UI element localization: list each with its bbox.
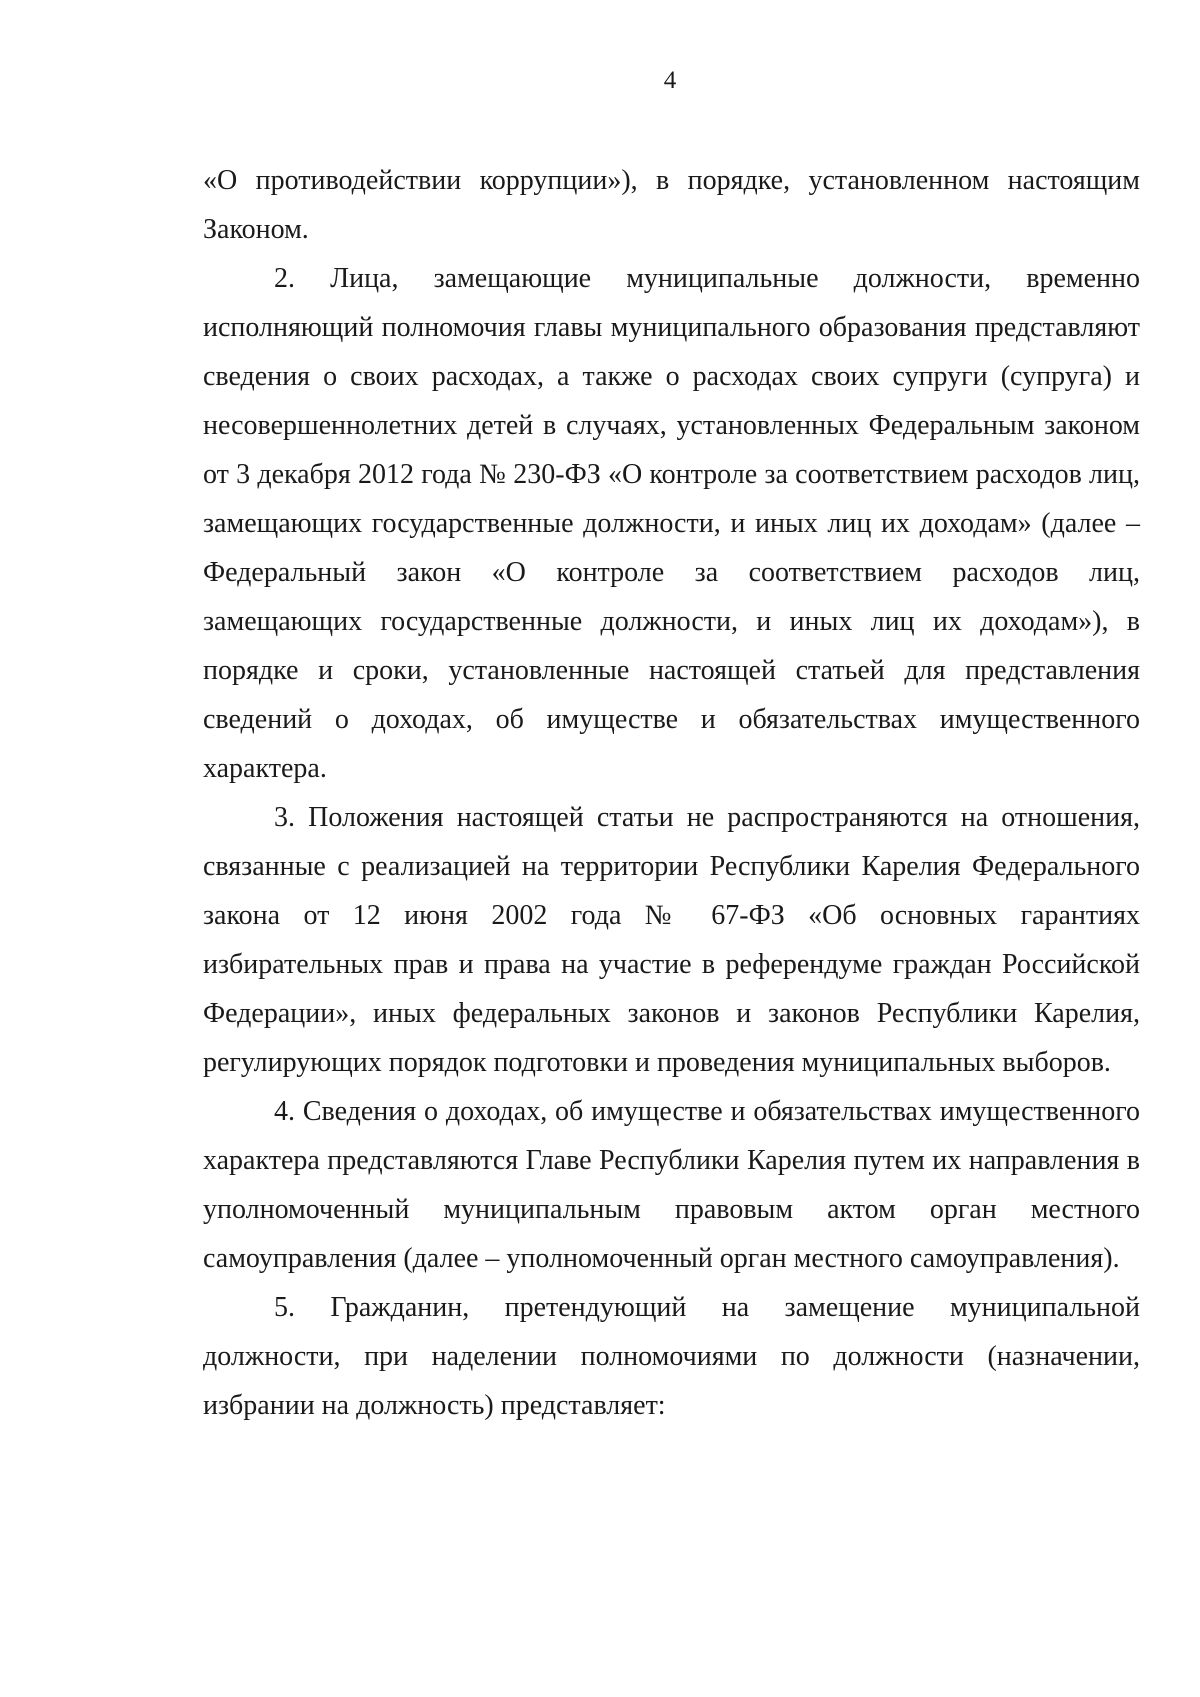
document-body (203, 156, 1140, 1430)
paragraph-continuation: «О противодействии коррупции»), в порядке, установленном настоящим Законом. (203, 165, 1140, 245)
paragraph-2: 2. Лица, замещающие муниципальные должности, временно исполняющий полномочия главы муниципального образования представляют сведения о своих расходах, а также о расходах своих супруги (супруга) и несовершеннолетних детей в случаях, установленных Федеральным законом от 3 декабря 2012 года № 230-ФЗ «О контроле за соответствием расходов лиц, замещающих государственные должности, и иных лиц их доходам» (далее – Федеральный закон «О контроле за соответствием расходов лиц, замещающих государственные должности, и иных лиц их доходам»), в порядке и сроки, установленные настоящей статьей для представления сведений о доходах, об имуществе и обязательствах имущественного характера. (203, 263, 1140, 784)
page-number: 4 (663, 67, 677, 94)
paragraph-3: 3. Положения настоящей статьи не распространяются на отношения, связанные с реализацией на территории Республики Карелия Федерального закона от 12 июня 2002 года № 67-ФЗ «Об основных гарантиях избирательных прав и права на участие в референдуме граждан Российской Федерации», иных федеральных законов и законов Республики Карелия, регулирующих порядок подготовки и проведения муниципальных выборов. (203, 802, 1140, 1078)
paragraph-5: 5. Гражданин, претендующий на замещение муниципальной должности, при наделении полномочиями по должности (назначении, избрании на должность) представляет: (203, 1292, 1140, 1421)
paragraph-4: 4. Сведения о доходах, об имуществе и обязательствах имущественного характера представляются Главе Республики Карелия путем их направления в уполномоченный муниципальным правовым актом орган местного самоуправления (далее – уполномоченный орган местного самоуправления). (203, 1096, 1140, 1274)
